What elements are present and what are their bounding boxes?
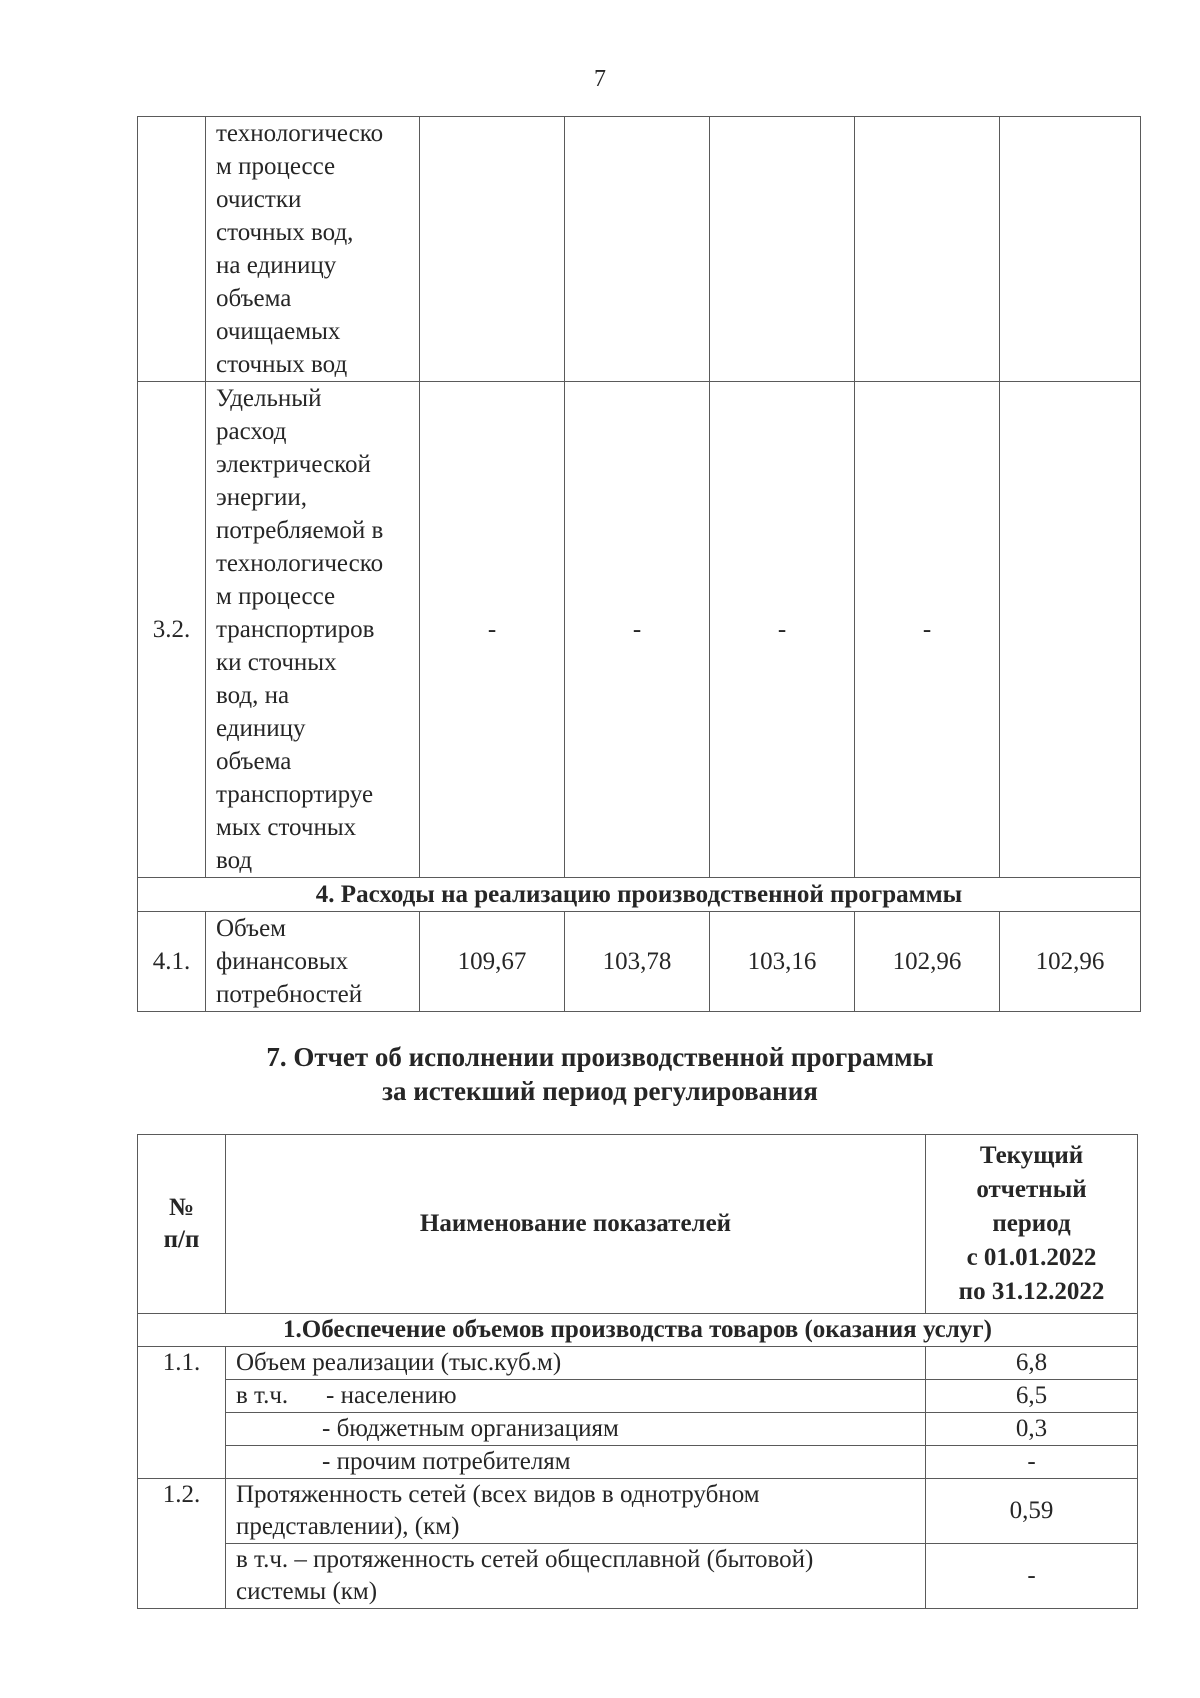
indicator-name-cell [226,1544,926,1609]
name-line: вод [216,847,253,874]
header-number-line: п/п [163,1226,200,1253]
name-line: очищаемых [216,318,341,345]
name-line: объема [216,748,292,775]
name-line: объема [216,285,292,312]
header-number [138,1135,226,1314]
name-line: технологическо [216,550,384,577]
name-line: вод, на [216,682,290,709]
table-row [138,1413,1138,1446]
row-number-cell: 4.1. [138,912,206,1012]
indicator-name-cell [226,1380,926,1413]
name-line: системы (км) [236,1578,378,1605]
indicator-name-cell [206,117,420,382]
value-cell [420,117,565,382]
header-period [926,1135,1138,1314]
name-line: на единицу [216,252,337,279]
table-row [138,1347,1138,1380]
table-row [138,1380,1138,1413]
name-line: м процессе [216,153,336,180]
name-line: сточных вод [216,351,348,378]
header-number-line: № [168,1194,195,1221]
name-line: Протяженность сетей (всех видов в однотрубном [236,1481,760,1508]
section-heading: 4. Расходы на реализацию производственной программы [138,878,1141,912]
value-cell: 6,8 [926,1347,1138,1380]
name-line: представлении), (км) [236,1513,460,1540]
value-cell: 103,16 [710,912,855,1012]
value-cell: - [565,382,710,878]
name-line: сточных вод, [216,219,354,246]
table-row [138,117,1141,382]
indicator-name-cell: - бюджетным организациям [226,1413,926,1446]
value-cell [1000,117,1141,382]
name-line: транспортируе [216,781,374,808]
row-number-cell: 3.2. [138,382,206,878]
row-number-cell: 1.1. [138,1347,226,1479]
value-cell: - [926,1446,1138,1479]
value-cell: - [926,1544,1138,1609]
value-cell: 102,96 [855,912,1000,1012]
value-cell: 103,78 [565,912,710,1012]
section-heading: 1.Обеспечение объемов производства товаров (оказания услуг) [138,1314,1138,1347]
header-period-line: период [992,1210,1071,1237]
name-line: м процессе [216,583,336,610]
row-number-cell [138,117,206,382]
value-cell: 0,3 [926,1413,1138,1446]
value-cell: 109,67 [420,912,565,1012]
indicators-table-continued [137,116,1141,1012]
indicator-name-cell [226,1479,926,1544]
prefix-label: в т.ч. [236,1382,289,1409]
report-title-line: за истекший период регулирования [382,1076,818,1106]
indicator-name-cell: - прочим потребителям [226,1446,926,1479]
value-cell [855,117,1000,382]
value-cell: 6,5 [926,1380,1138,1413]
header-name: Наименование показателей [226,1135,926,1314]
row-number-cell: 1.2. [138,1479,226,1609]
name-line: Удельный [216,385,322,412]
name-line: технологическо [216,120,384,147]
value-cell [565,117,710,382]
indicator-name-cell: Объем реализации (тыс.куб.м) [226,1347,926,1380]
indicator-name-cell [206,382,420,878]
table-row [138,1446,1138,1479]
report-title-line: 7. Отчет об исполнении производственной программы [266,1042,934,1072]
name-line: мых сточных [216,814,357,841]
indicator-name-cell [206,912,420,1012]
page-number: 7 [594,66,606,92]
table-row [138,1544,1138,1609]
value-cell: - [420,382,565,878]
name-line: электрической [216,451,371,478]
subitem-label: - населению [326,1382,457,1409]
name-line: транспортиров [216,616,375,643]
name-line: энергии, [216,484,307,511]
name-line: ки сточных [216,649,337,676]
name-line: расход [216,418,287,445]
name-line: очистки [216,186,302,213]
header-period-line: по 31.12.2022 [958,1278,1105,1305]
value-cell [710,117,855,382]
name-line: единицу [216,715,306,742]
name-line: финансовых [216,948,349,975]
value-cell: - [855,382,1000,878]
header-period-line: с 01.01.2022 [966,1244,1097,1271]
report-title [0,1040,1200,1108]
header-period-line: Текущий [979,1142,1084,1169]
section-row [138,1314,1138,1347]
value-cell [1000,382,1141,878]
value-cell: - [710,382,855,878]
header-period-line: отчетный [976,1176,1087,1203]
name-line: Объем [216,915,286,942]
name-line: потребляемой в [216,517,384,544]
report-table [137,1134,1138,1609]
value-cell: 0,59 [926,1479,1138,1544]
header-row [138,1135,1138,1314]
name-line: потребностей [216,981,363,1008]
table-row [138,1479,1138,1544]
name-line: в т.ч. – протяженность сетей общесплавной (бытовой) [236,1546,814,1573]
section-row [138,878,1141,912]
table-row [138,382,1141,878]
table-row [138,912,1141,1012]
value-cell: 102,96 [1000,912,1141,1012]
